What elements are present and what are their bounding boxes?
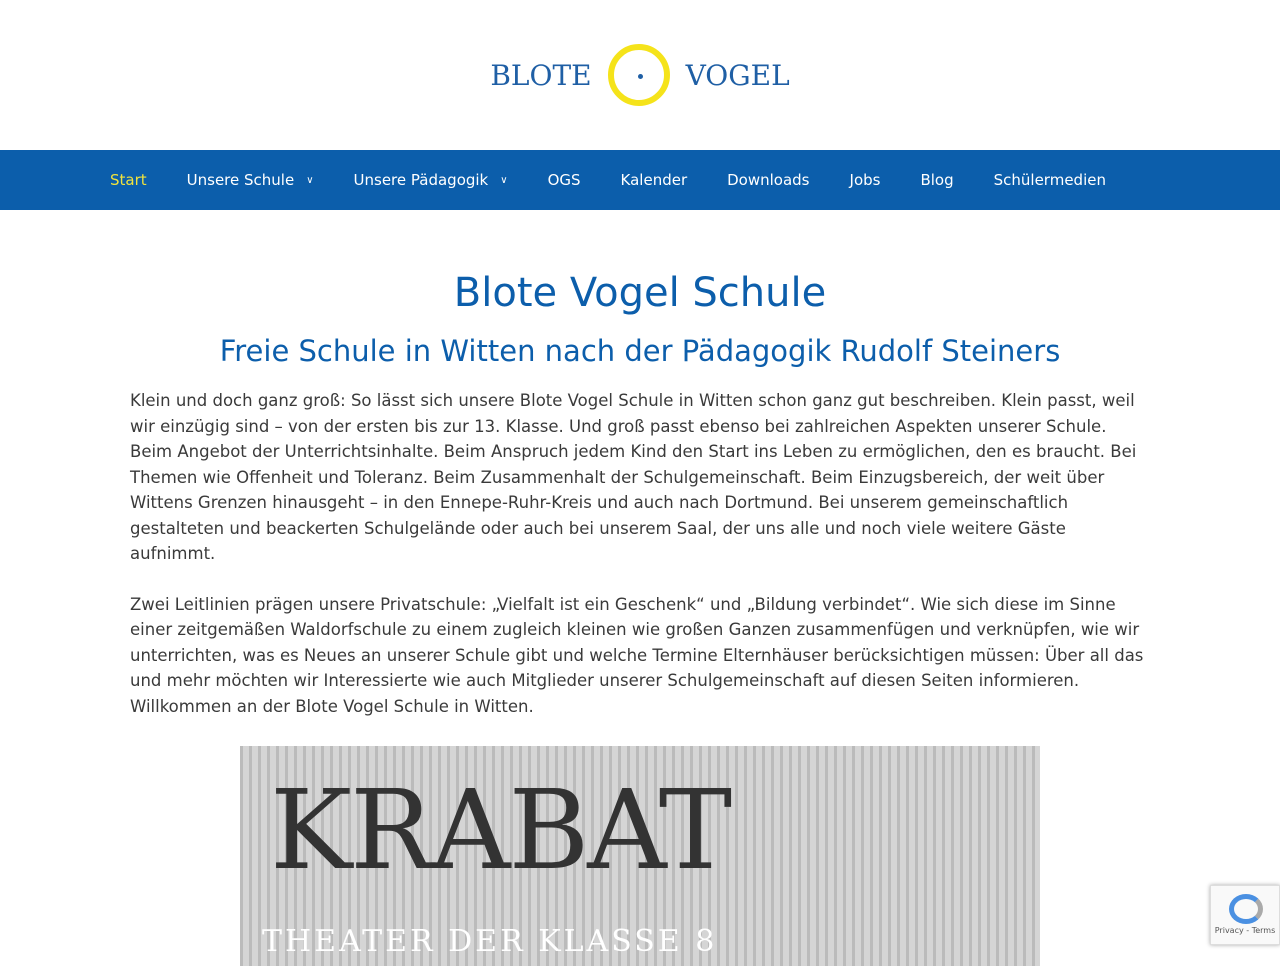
main-nav: [0, 150, 1280, 210]
nav-jobs[interactable]: [830, 171, 901, 189]
hero-caption: THEATER DER KLASSE 8: [262, 924, 718, 959]
recaptcha-links[interactable]: Privacy - Terms: [1214, 926, 1276, 935]
nav-label: Kalender: [620, 171, 688, 189]
page-subtitle: Freie Schule in Witten nach der Pädagogik Rudolf Steiners: [219, 334, 1061, 368]
intro-paragraph: Klein und doch ganz groß: So lässt sich unsere Blote Vogel Schule in Witten schon ganz gut beschreiben. Klein passt, weil wir einzügig sind – von der ersten bis zur 13. Klasse. Und groß passt ebenso bei zahlreichen Aspekten unserer Schule. Beim Angebot der Unterrichtsinhalte. Beim Anspruch jedem Kind den Start ins Leben zu ermöglichen, den es braucht. Bei Themen wie Offenheit und Toleranz. Beim Zusammenhalt der Schulgemeinschaft. Beim Einzugsbereich, der weit über Wittens Grenzen hinausgeht – in den Ennepe-Ruhr-Kreis und auch nach Dortmund. Bei unserem gemeinschaftlich gestalteten und beackerten Schulgelände oder auch bei unserem Saal, der uns alle und noch viele weitere Gäste aufnimmt.: [130, 391, 1137, 563]
site-logo[interactable]: [490, 44, 789, 106]
nav-label: Start: [110, 171, 147, 189]
chevron-down-icon: ∨: [306, 174, 314, 186]
nav-ogs[interactable]: [528, 171, 601, 189]
hero-image: [240, 746, 1040, 966]
site-header: [0, 0, 1280, 150]
hero-title: KRABAT: [270, 766, 731, 894]
page-title: Blote Vogel Schule: [453, 270, 827, 316]
recaptcha-icon: [1229, 894, 1263, 924]
nav-label: OGS: [547, 171, 581, 189]
logo-text-right: VOGEL: [685, 58, 790, 92]
recaptcha-badge[interactable]: [1210, 885, 1280, 945]
nav-schuelermedien[interactable]: [974, 171, 1126, 189]
intro-paragraph: Zwei Leitlinien prägen unsere Privatschule: „Vielfalt ist ein Geschenk“ und „Bildung verbindet“. Wie sich diese im Sinne einer zeitgemäßen Waldorfschule zu einem zugleich kleinen wie großen Ganzen zusammenfügen und verknüpfen, wie wir unterrichten, was es Neues an unserer Schule gibt und welche Termine Elternhäuser berücksichtigen müssen: Über all das und mehr möchten wir Interessierte wie auch Mitglieder unserer Schulgemeinschaft auf diesen Seiten informieren. Willkommen an der Blote Vogel Schule in Witten.: [130, 594, 1144, 716]
nav-unsere-paedagogik[interactable]: [334, 171, 528, 189]
nav-unsere-schule[interactable]: [167, 171, 334, 189]
nav-label: Jobs: [849, 171, 881, 189]
nav-kalender[interactable]: [601, 171, 708, 189]
nav-label: Blog: [920, 171, 954, 189]
nav-label: Unsere Schule: [186, 171, 295, 189]
nav-downloads[interactable]: [707, 171, 829, 189]
nav-label: Unsere Pädagogik: [353, 171, 489, 189]
chevron-down-icon: ∨: [500, 174, 508, 186]
nav-label: Downloads: [727, 171, 810, 189]
logo-text-left: BLOTE: [490, 58, 592, 92]
nav-blog[interactable]: [900, 171, 973, 189]
nav-start[interactable]: [90, 171, 167, 189]
logo-ring-icon: [608, 44, 670, 106]
nav-label: Schülermedien: [993, 171, 1106, 189]
main-content: [0, 270, 1280, 966]
